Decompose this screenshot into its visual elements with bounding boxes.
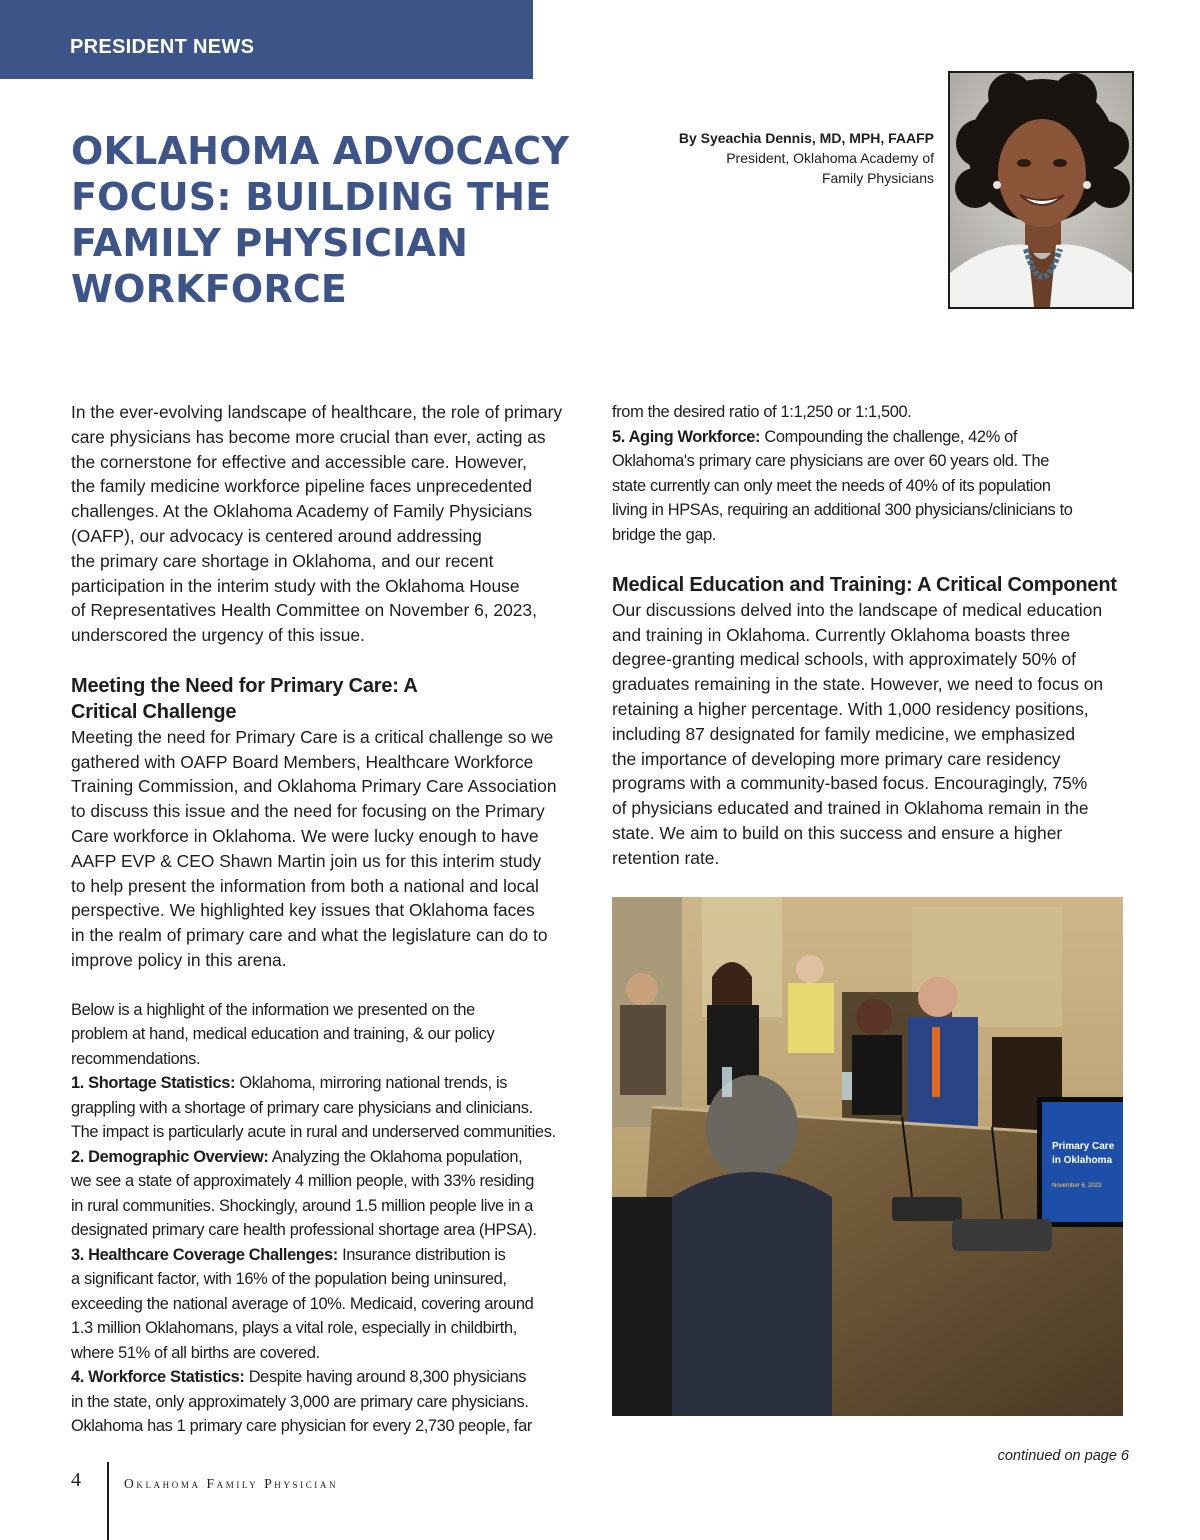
list-item-text: Insurance distribution is: [337, 1245, 506, 1264]
text-line: bridge the gap.: [612, 525, 717, 544]
list-item-label: 4. Workforce Statistics:: [71, 1368, 245, 1387]
text-line: challenges. At the Oklahoma Academy of Family Physicians: [71, 501, 533, 522]
primary-care-paragraph: [71, 725, 591, 973]
list-item-demographic-overview: [71, 1145, 591, 1170]
text-line: AAFP EVP & CEO Shawn Martin join us for this interim study: [71, 850, 542, 871]
text-line: exceeding the national average of 10%. Medicaid, covering around: [71, 1294, 534, 1313]
list-item-coverage-challenges: [71, 1243, 591, 1268]
byline: [604, 128, 934, 188]
text-line: a significant factor, with 16% of the population being uninsured,: [71, 1270, 507, 1289]
text-line: grappling with a shortage of primary care physicians and clinicians.: [71, 1098, 533, 1117]
intro-paragraph: [71, 400, 591, 648]
meeting-photo: [612, 897, 1123, 1416]
list-item-workforce-statistics: [71, 1365, 591, 1390]
highlights-list: [71, 998, 591, 1439]
text-line: to help present the information from both a national and local: [71, 875, 539, 896]
list-item-label: 3. Healthcare Coverage Challenges:: [71, 1245, 338, 1264]
text-line: 1.3 million Oklahomans, plays a vital role, especially in childbirth,: [71, 1319, 517, 1338]
page-number: 4: [71, 1469, 81, 1491]
publication-name: Oklahoma Family Physician: [124, 1476, 339, 1491]
list-item-text: Despite having around 8,300 physicians: [244, 1368, 527, 1387]
text-line: the primary care shortage in Oklahoma, and our recent: [71, 550, 494, 571]
heading-line: Critical Challenge: [71, 700, 237, 723]
title-line: FOCUS: BUILDING THE: [71, 175, 552, 219]
title-line: WORKFORCE: [71, 267, 348, 311]
text-line: to discuss this issue and the need for focusing on the Primary: [71, 801, 545, 822]
meeting-photo-illustration: [612, 897, 1123, 1416]
text-line: state currently can only meet the needs of 40% of its population: [612, 476, 1051, 495]
text-line: Oklahoma has 1 primary care physician for every 2,730 people, far: [71, 1417, 533, 1436]
text-line: care physicians has become more crucial than ever, acting as: [71, 426, 546, 447]
text-line: retention rate.: [612, 847, 720, 868]
title-line: OKLAHOMA ADVOCACY: [71, 129, 570, 173]
text-line: Training Commission, and Oklahoma Primary Care Association: [71, 776, 557, 797]
text-line: underscored the urgency of this issue.: [71, 625, 365, 646]
text-line: improve policy in this arena.: [71, 949, 287, 970]
screen-date: November 6, 2023: [1052, 1183, 1102, 1189]
text-line: problem at hand, medical education and training, & our policy: [71, 1025, 495, 1044]
text-line: Meeting the need for Primary Care is a critical challenge so we: [71, 726, 554, 747]
text-line: designated primary care health professional shortage area (HPSA).: [71, 1221, 537, 1240]
highlights-list-continued: [612, 400, 1132, 547]
text-line: we see a state of approximately 4 million people, with 33% residing: [71, 1172, 535, 1191]
continued-note: continued on page 6: [997, 1448, 1129, 1464]
section-label: PRESIDENT NEWS: [70, 36, 255, 58]
author-portrait: [948, 71, 1134, 309]
text-line: state. We aim to build on this success and ensure a higher: [612, 822, 1063, 843]
text-line: in the state, only approximately 3,000 are primary care physicians.: [71, 1392, 529, 1411]
title-line: FAMILY PHYSICIAN: [71, 221, 469, 265]
text-line: (OAFP), our advocacy is centered around addressing: [71, 525, 482, 546]
list-item-shortage-statistics: [71, 1071, 591, 1096]
text-line: retaining a higher percentage. With 1,000 residency positions,: [612, 698, 1089, 719]
byline-author: By Syeachia Dennis, MD, MPH, FAAFP: [678, 130, 934, 146]
text-line: of Representatives Health Committee on November 6, 2023,: [71, 600, 537, 621]
screen-title: Primary Care: [1052, 1141, 1115, 1152]
text-line: Our discussions delved into the landscape of medical education: [612, 599, 1103, 620]
list-item-aging-workforce: [612, 425, 1132, 450]
list-item-label: 5. Aging Workforce:: [612, 427, 761, 446]
section-heading-medical-education: Medical Education and Training: A Critical Component: [612, 573, 1117, 596]
text-line: Care workforce in Oklahoma. We were lucky enough to have: [71, 825, 539, 846]
text-line: where 51% of all births are covered.: [71, 1343, 320, 1362]
article-column-right: [612, 400, 1132, 871]
medical-education-paragraph: [612, 598, 1132, 871]
byline-role: President, Oklahoma Academy of: [726, 150, 934, 166]
section-heading-primary-care: [71, 673, 591, 725]
text-line: of physicians educated and trained in Oklahoma remain in the: [612, 798, 1089, 819]
text-line: the cornerstone for effective and accessible care. However,: [71, 451, 527, 472]
byline-role: Family Physicians: [821, 170, 934, 186]
text-line: perspective. We highlighted key issues that Oklahoma faces: [71, 900, 535, 921]
text-line: recommendations.: [71, 1049, 201, 1068]
section-tab: [0, 0, 533, 79]
text-line: in rural communities. Shockingly, around 1.5 million people live in a: [71, 1196, 534, 1215]
text-line: the importance of developing more primary care residency: [612, 748, 1061, 769]
screen-title: in Oklahoma: [1052, 1155, 1113, 1166]
text-line: participation in the interim study with the Oklahoma House: [71, 575, 520, 596]
author-portrait-illustration: [950, 73, 1132, 307]
text-line: Below is a highlight of the information we presented on the: [71, 1000, 475, 1019]
text-line: programs with a community-based focus. Encouragingly, 75%: [612, 773, 1088, 794]
text-line: degree-granting medical schools, with approximately 50% of: [612, 649, 1076, 670]
text-line: The impact is particularly acute in rural and underserved communities.: [71, 1123, 556, 1142]
list-item-text: Analyzing the Oklahoma population,: [268, 1147, 523, 1166]
text-line: Oklahoma's primary care physicians are over 60 years old. The: [612, 452, 1049, 470]
text-line: from the desired ratio of 1:1,250 or 1:1,500.: [612, 403, 912, 421]
footer-divider: [107, 1462, 109, 1540]
article-title: [71, 128, 631, 312]
article-column-left: [71, 400, 591, 1439]
text-line: in the realm of primary care and what the legislature can do to: [71, 925, 548, 946]
text-line: the family medicine workforce pipeline faces unprecedented: [71, 476, 533, 497]
text-line: graduates remaining in the state. However, we need to focus on: [612, 674, 1104, 695]
text-line: In the ever-evolving landscape of healthcare, the role of primary: [71, 402, 563, 422]
list-item-label: 2. Demographic Overview:: [71, 1147, 269, 1166]
heading-line: Meeting the Need for Primary Care: A: [71, 674, 418, 697]
list-item-text: Oklahoma, mirroring national trends, is: [235, 1074, 508, 1093]
text-line: and training in Oklahoma. Currently Oklahoma boasts three: [612, 624, 1071, 645]
text-line: including 87 designated for family medicine, we emphasized: [612, 723, 1076, 744]
text-line: living in HPSAs, requiring an additional 300 physicians/clinicians to: [612, 501, 1073, 519]
list-item-text: Compounding the challenge, 42% of: [760, 427, 1018, 446]
list-item-label: 1. Shortage Statistics:: [71, 1074, 236, 1093]
text-line: gathered with OAFP Board Members, Healthcare Workforce: [71, 751, 534, 772]
